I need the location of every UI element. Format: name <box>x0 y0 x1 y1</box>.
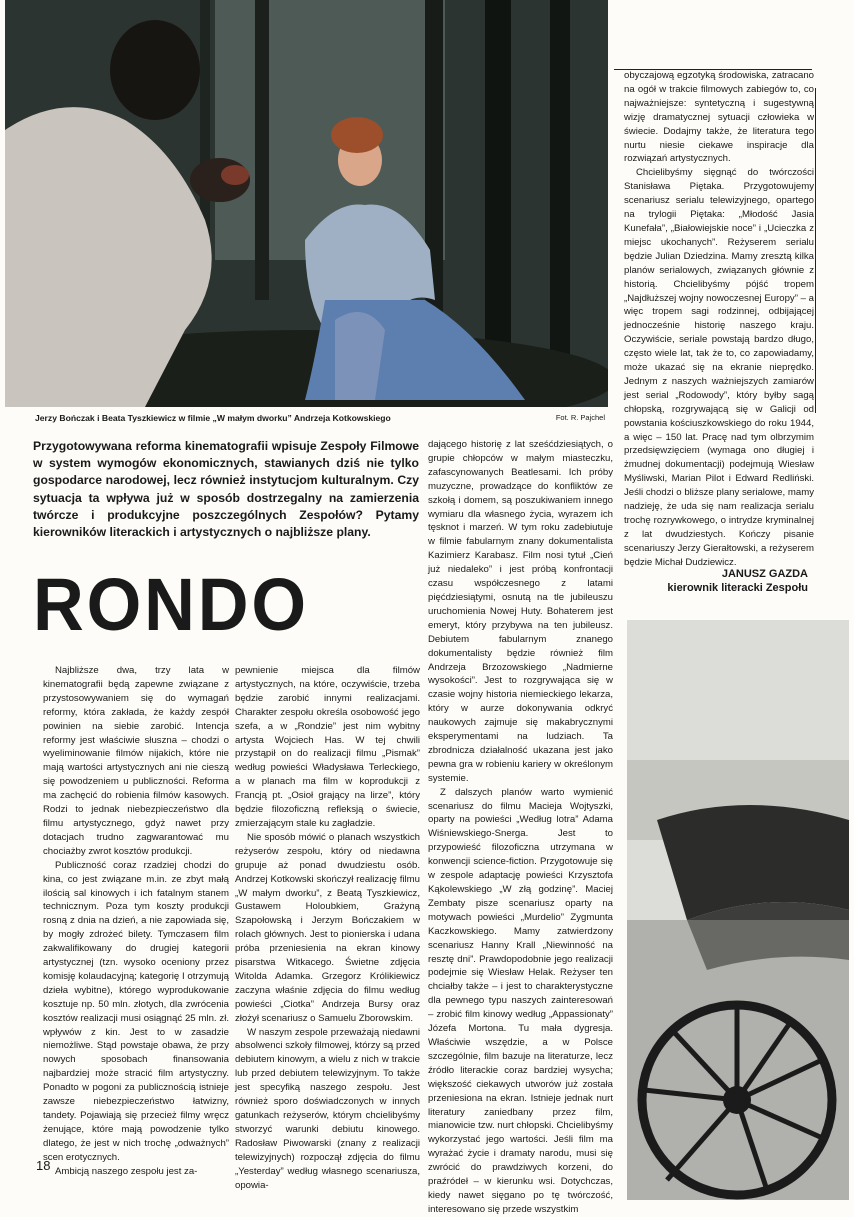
paragraph: dającego historię z lat sześćdziesiątych, o grupie chłopców w małym miasteczku, zafascynowanych Beatlesami. Ich próby muzyczne, prowadzące do konfliktów ze szkołą i domem, są poszukiwaniem innego wymiaru dla własnego życia, wyrazem ich tęsknot i marzeń. W tym roku zadebiutuje w filmie fabularnym znany dokumentalista Kazimierz Karabasz. Film nosi tytuł „Cień już niedaleko” i jest próbą konfrontacji czasu współczesnego z latami pięćdziesiątymi, osnutą na tle jubileuszu uruchomienia Nowej Huty. Bohaterem jest emeryt, który przybywa na ten jubileusz. Debiutem fabularnym znanego dokumentalisty będzie również film Andrzeja Brzozowskiego „Nadmierne wysokości”. Jest to rozgrywająca się w czasie wojny historia niemieckiego lekarza, który w aurze dokonywania odkryć naukowych zajmuje się makabrycznymi eksperymentami na ludziach. Ta zbrodnicza działalność ukazana jest jako pewna gra w robieniu kariery w określonym systemie. <box>428 439 613 784</box>
author-signature <box>632 567 808 595</box>
carriage-illustration <box>627 620 849 1200</box>
text-column-4 <box>624 69 814 570</box>
lead-paragraph: Przygotowywana reforma kinematografii wpisuje Zespoły Filmowe w system wymogów ekonomicznych, stawianych dziś nie tylko gospodarce narodowej, lecz również instytucjom kulturalnym. Czy sytuacja ta wpływa już w sposób dostrzegalny na zamierzenia twórcze i produkcyjne poszczególnych Zespołów? Pytamy kierowników literackich i artystycznych o najbliższe plany. <box>33 439 419 540</box>
text-column-2 <box>235 664 420 1192</box>
article-title: RONDO <box>33 563 309 646</box>
text-column-3 <box>428 438 613 1217</box>
paragraph: Publiczność coraz rzadziej chodzi do kina, co jest związane m.in. ze zbyt małą ilością sal kinowych i ich fatalnym stanem technicznym. Poza tym koszty produkcji rosną z dnia na dzień, a nie zapowiada się, by mogły zdrożeć bilety. Tymczasem film zakwalifikowany do drugiej kategorii artystycznej (tzn. wysoko oceniony przez komisję kolaudacyjną; kategorię I otrzymują dzieła wybitne), którego wyprodukowanie kosztuje np. 50 mln. złotych, dla zwrócenia kosztów realizacji musi osiągnąć 25 mln. zł. wpływów z kin. Jest to w zasadzie niemożliwe. Stąd powstaje obawa, że przy nowych sposobach finansowania najbardziej może stracić film artystyczny. Ponadto w pogoni za publicznością istnieje zawsze niebezpieczeństwo łatwizny, tandety. Pojawiają się przecież filmy wręcz żenujące, które mają powodzenie tylko dlatego, że jest w nich trochę „odważnych” scen erotycznych. <box>43 859 229 1163</box>
paragraph: Najbliższe dwa, trzy lata w kinematografii będą zapewne związane z przystosowywaniem się do wymagań reformy, która zakłada, że każdy zespół powinien na siebie zarobić. Intencja reformy jest właściwie słuszna – chodzi o wyeliminowanie filmów nijakich, które nie mają wartości artystycznych ani nie cieszą się powodzeniem u publiczności. Reforma ma zachęcić do robienia filmów kasowych. Rodzi to jednak niebezpieczeństwo dla filmu artystycznego, gdyż nawet przy dotacjach trudno zagwarantować mu chociażby zwrot kosztów produkcji. <box>43 665 229 857</box>
carriage-photo <box>627 620 849 1200</box>
column-rule-right <box>815 88 816 413</box>
photo-credit: Fot. R. Pajchel <box>555 413 605 422</box>
paragraph: obyczajową egzotyką środowiska, zatracano na ogół w trakcie filmowych zabiegów to, co najważniejsze: syntetyczną i sugestywną wizję dramatycznej sytuacji człowieka w świecie. Dodajmy także, że literatura tego nurtu niesie ciekawe inspiracje dla rozwiązań artystycznych. <box>624 70 814 165</box>
paragraph: Chcielibyśmy sięgnąć do twórczości Stanisława Piętaka. Przygotowujemy scenariusz serialu telewizyjnego, opartego na trylogii Piętaka: „Młodość Jasia Kunefała”, „Białowiejskie noce” i „Ucieczka z miejsc ukochanych”. Reżyserem serialu będzie Julian Dziedzina. Mamy zresztą kilka planów serialowych, związanych głównie z historią. Chcielibyśmy pójść tropem „Najdłuższej wojny nowoczesnej Europy” – a więc tropem sagi rodzinnej, odbijającej jednocześnie historię naszego kraju. Oczywiście, seriale powstają bardzo długo, często wiele lat, tak że to, co zapowiadamy, może ukazać się na ekranie nieprędko. Jednym z naszych ważniejszych zamiarów jest serial „Rodowody”, który byłby sagą chłopską, rozgrywającą się w Galicji od powstania kościuszkowskiego do roku 1944, a więc – 150 lat. Pracę nad tym olbrzymim przedsięwzięciem (wymaga ono długiej i żmudnej dokumentacji) podejmują Wiesław Myśliwski, Marian Pilot i Edward Redliński. Jeśli chodzi o bliższe plany serialowe, mamy nadzieję, że uda się nam realizacja serialu trochę rozrywkowego, o intrydze kryminalnej z lat dwudziestych. Kończy pisanie scenariuszy Jerzy Gierałtowski, a reżyserem będzie Michał Dudziewicz. <box>624 167 814 568</box>
paragraph: Nie sposób mówić o planach wszystkich reżyserów zespołu, który od niedawna grupuje aż ponad dwudziestu osób. Andrzej Kotkowski skończył realizację filmu „W małym dworku”, z Beatą Tyszkiewicz, Gustawem Holoubkiem, Grażyną Szapołowską i Jerzym Bończakiem w rolach głównych. Jest to pionierska i udana próba przeniesienia na ekran kinowy pisarstwa Witkacego. Świetne zdjęcia Witolda Adamka. Grzegorz Królikiewicz zaczyna właśnie zdjęcia do filmu według powieści „Ciotka” Andrzeja Bursy oraz złożył scenariusz o Samuelu Zborowskim. <box>235 831 420 1024</box>
film-still-illustration <box>5 0 608 407</box>
film-still-photo <box>5 0 608 407</box>
paragraph: Ambicją naszego zespołu jest za- <box>55 1165 198 1177</box>
paragraph: Z dalszych planów warto wymienić scenariusz do filmu Macieja Wojtyszki, oparty na powieści „Według lotra” Adama Wiśniewskiego-Snerga. Jest to przypowieść filozoficzna utrzymana w konwencji science-fiction. Przygotowuje się w zespole adaptację powieści Krzysztofa Kąkolewskiego „W złą godzinę”. Maciej Zembaty pisze scenariusz oparty na motywach powieści „Murdelio” Zygmunta Kaczkowskiego. Mamy zatwierdzony scenariusz Hanny Krall „Niewinność na resztę dni”. Prawdopodobnie jego realizacji podejmie się Wiesław Helak. Reżyser ten chciałby także – i jest to charakterystyczne dla pewnego typu naszych zainteresowań – zrobić film kinowy według „Appassionaty” Józefa Mortona. Tu mała dygresja. Właściwie wszędzie, a w Polsce szczególnie, film bazuje na literaturze, lecz źródło literackie coraz bardziej wysycha; większość ciekawych utworów już została przeniesiona na ekran. Istnieje jednak nurt literatury zaniedbany przez film, mianowicie tzw. nurt chłopski. Chcielibyśmy wykorzystać jego wartości. Jeśli film ma wyrażać życie i dramaty narodu, musi się zwrócić do prawdziwych korzeni, do praźródeł – w kierunku wsi. Dotychczas, kiedy nawet sięgano po tę twórczość, interesowano się przede wszystkim <box>428 786 614 1215</box>
paragraph: W naszym zespole przeważają niedawni absolwenci szkoły filmowej, którzy są przed debiutem kinowym, a wielu z nich w trakcie lub przed debiutem telewizyjnym. To także jest specyfiką naszego zespołu. Jest również sporo doświadczonych w innych gatunkach reżyserów, którym chcielibyśmy stworzyć warunki debiutu kinowego. Radosław Piwowarski (znany z realizacji telewizyjnych) rozpoczął zdjęcia do filmu „Yesterday” według własnego scenariusza, opowia- <box>235 1026 420 1191</box>
photo-caption-text: Jerzy Bończak i Beata Tyszkiewicz w filmie „W małym dworku” Andrzeja Kotkowskiego <box>35 413 391 423</box>
page-number: 18 <box>36 1158 51 1173</box>
text-column-1 <box>43 664 229 1179</box>
author-name: JANUSZ GAZDA <box>721 568 808 580</box>
photo-caption <box>35 413 605 423</box>
paragraph: pewnienie miejsca dla filmów artystycznych, na które, oczywiście, trzeba będzie zarobić innymi realizacjami. Charakter zespołu określa osobowość jego szefa, a w „Rondzie” jest nim wybitny artysta Wojciech Has. W tej chwili przystąpił on do realizacji filmu „Pismak” według powieści Władysława Terleckiego, a w planach ma film w koprodukcji z Francją pt. „Osioł grający na lirze”, który będzie filozoficzną refleksją o świecie, zmierzającym stale ku zagładzie. <box>235 665 420 829</box>
author-role: kierownik literacki Zespołu <box>667 582 808 594</box>
